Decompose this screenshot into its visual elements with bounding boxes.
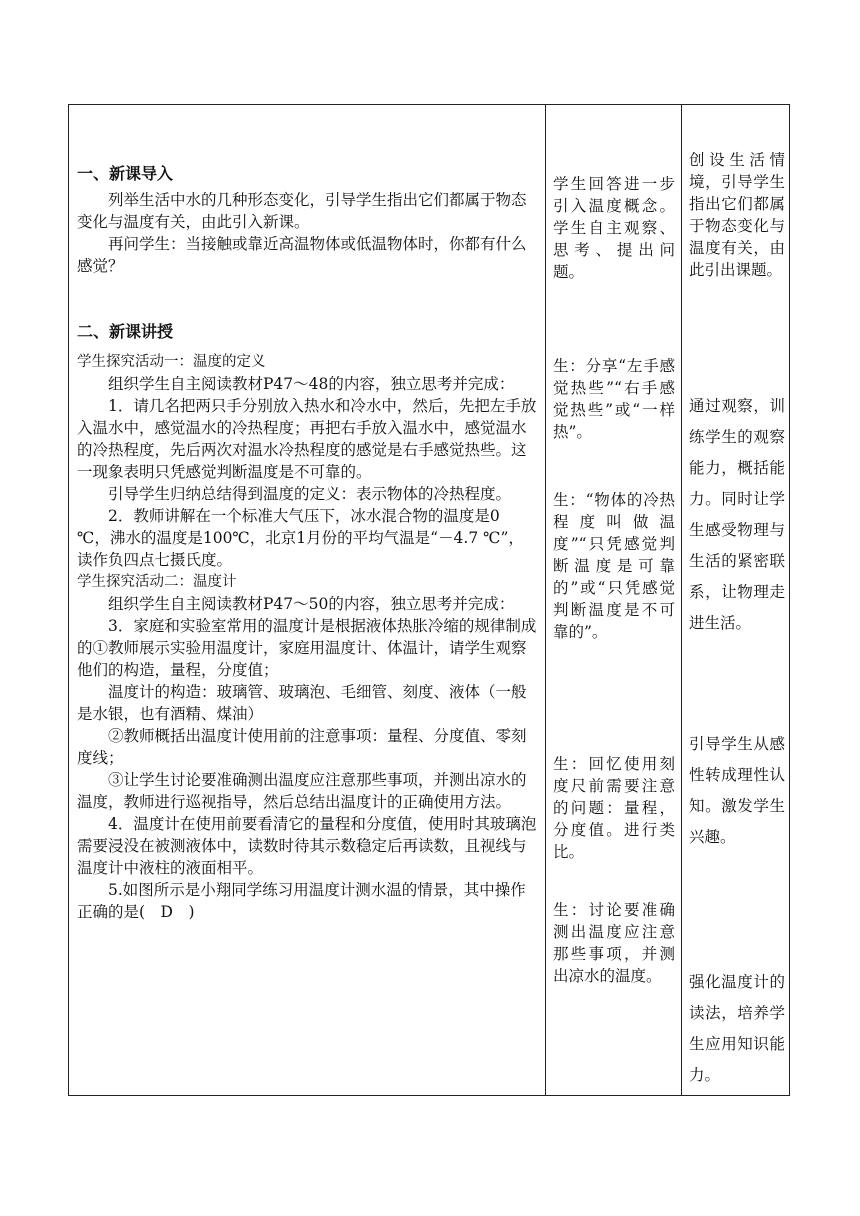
activity2-item: 4．温度计在使用前要看清它的量程和分度值，使用时其玻璃泡需要浸没在被测液体中，读数时待其示数稳定后再读数，且视线与温度计中液柱的液面相平。 [77,815,537,877]
activity2-paragraph: 温度计的构造：玻璃管、玻璃泡、毛细管、刻度、液体（一般是水银，也有酒精、煤油） [77,683,527,723]
activity1-paragraph: 引导学生归纳总结得到温度的定义：表示物体的冷热程度。 [108,485,512,503]
design-intent: 创设生活情境，引导学生指出它们都属于物态变化与温度有关，由此引出课题。 [689,151,785,279]
student-activity-column [545,105,681,1095]
section-intro [77,163,537,277]
activity2-paragraph: ③让学生讨论要准确测出温度应注意那些事项，并测出凉水的温度，教师进行巡视指导，然后总结出温度计的正确使用方法。 [77,771,527,811]
activity2-title: 学生探究活动二：温度计 [77,574,237,590]
student-response: 生：回忆使用刻度尺前需要注意的问题：量程，分度值。进行类比。 [553,755,675,861]
lesson-plan-table [68,104,790,1096]
activity1-item: 2．教师讲解在一个标准大气压下，冰水混合物的温度是0 ℃，沸水的温度是100℃，北京1月份的平均气温是“－4.7 ℃”，读作负四点七摄氏度。 [77,507,524,569]
activity2-paragraph: 组织学生自主阅读教材P47～50的内容，独立思考并完成： [108,595,515,613]
activity1-item: 1．请几名把两只手分别放入热水和冷水中，然后，先把左手放入温水中，感觉温水的冷热程度；再把右手放入温水中，感觉温水的冷热程度，先后两次对温水冷热程度的感觉是右手感觉热些。这一现象表明只凭感觉判断温度是不可靠的。 [77,397,537,481]
activity2-paragraph: ②教师概括出温度计使用前的注意事项：量程、分度值、零刻度线； [77,727,527,767]
activity1-paragraph: 组织学生自主阅读教材P47～48的内容，独立思考并完成： [108,375,515,393]
activity1-title: 学生探究活动一：温度的定义 [77,354,266,370]
section1-heading: 一、新课导入 [77,164,174,183]
design-intent: 引导学生从感性转成理性认知。激发学生兴趣。 [689,735,785,846]
section-new-lesson [77,321,537,923]
design-intent: 强化温度计的读法，培养学生应用知识能力。 [689,973,785,1084]
student-response: 生：讨论要准确测出温度应注意那些事项，并测出凉水的温度。 [553,901,675,985]
student-response: 生：“物体的冷热程度叫做温度”“只凭感觉判断温度是可靠的”或“只凭感觉判断温度是不可靠的”。 [553,491,675,641]
section1-paragraph: 再问学生：当接触或靠近高温物体或低温物体时，你都有什么感觉？ [77,235,527,275]
activity2-item: 5.如图所示是小翔同学练习用温度计测水温的情景，其中操作正确的是( D ) [77,881,526,921]
design-intent: 通过观察，训练学生的观察能力，概括能力。同时让学生感受物理与生活的紧密联系，让物理走进生活。 [689,397,785,632]
teaching-process-column [69,105,545,1095]
section2-heading: 二、新课讲授 [77,322,174,341]
section1-paragraph: 列举生活中水的几种形态变化，引导学生指出它们都属于物态变化与温度有关，由此引入新课。 [77,191,527,231]
activity2-item: 3．家庭和实验室常用的温度计是根据液体热胀冷缩的规律制成的①教师展示实验用温度计，家庭用温度计、体温计，请学生观察他们的构造，量程，分度值； [77,617,537,679]
design-intent-column [681,105,791,1095]
student-response: 学生回答进一步引入温度概念。学生自主观察、思考、提出问题。 [553,175,675,281]
student-response: 生：分享“左手感觉热些”“右手感觉热些”或“一样热”。 [553,357,675,441]
